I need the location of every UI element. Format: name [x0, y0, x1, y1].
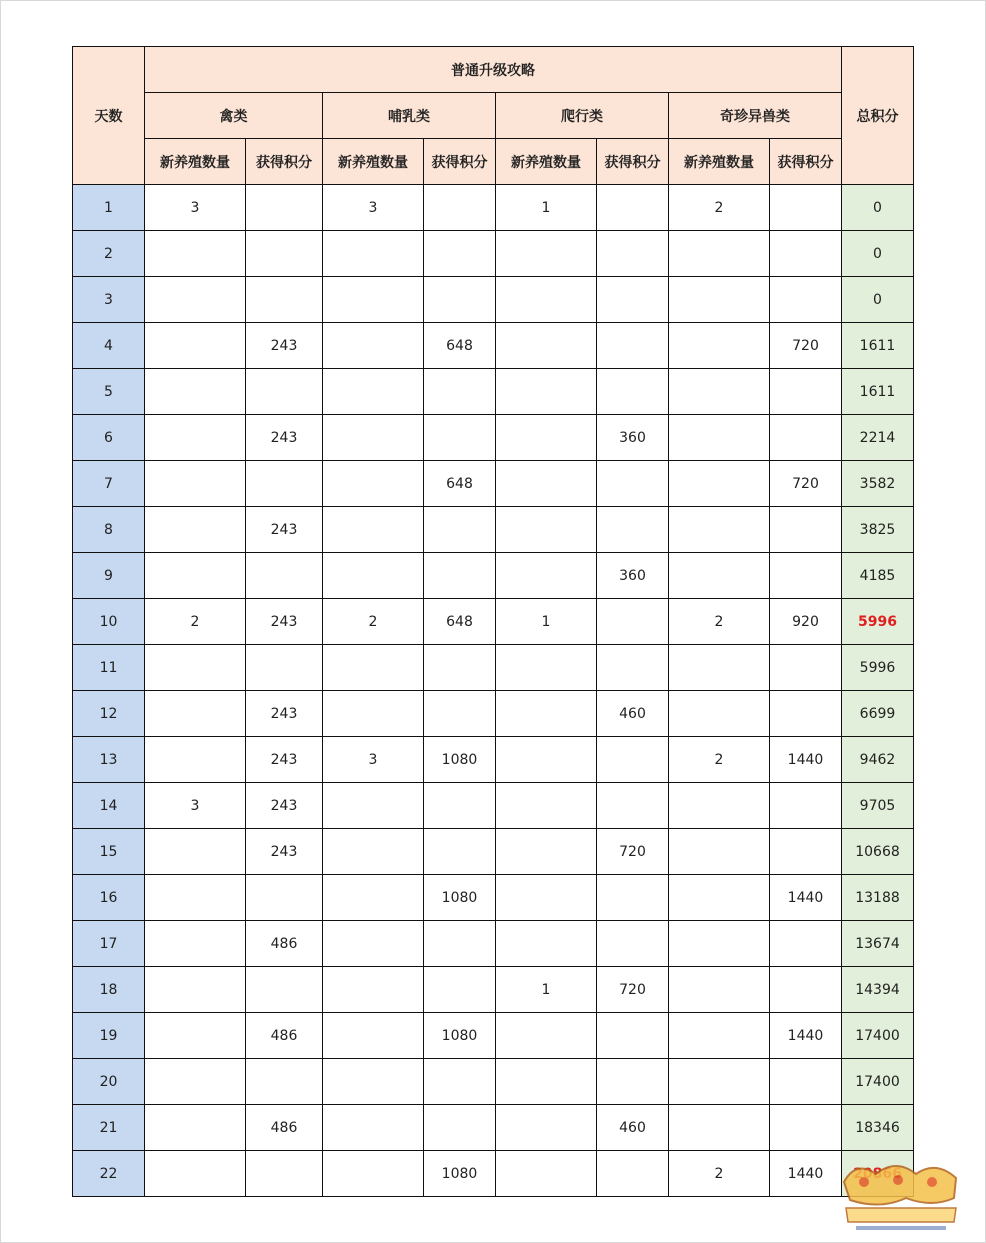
points-cell [770, 1105, 842, 1151]
table-row [73, 185, 914, 231]
total-cell: 17400 [842, 1013, 914, 1059]
new-count-cell [669, 553, 770, 599]
points-cell [597, 231, 669, 277]
new-count-cell [323, 1105, 424, 1151]
points-cell: 486 [246, 1105, 323, 1151]
total-cell: 3582 [842, 461, 914, 507]
day-cell: 8 [73, 507, 145, 553]
new-count-cell [323, 921, 424, 967]
total-cell: 6699 [842, 691, 914, 737]
points-cell [770, 231, 842, 277]
new-count-cell [145, 875, 246, 921]
day-cell: 12 [73, 691, 145, 737]
new-count-cell [145, 277, 246, 323]
sub-header-points: 获得积分 [770, 139, 842, 185]
total-cell: 0 [842, 185, 914, 231]
table-row [73, 645, 914, 691]
new-count-cell [145, 507, 246, 553]
new-count-cell [669, 323, 770, 369]
points-cell: 243 [246, 691, 323, 737]
new-count-cell [145, 461, 246, 507]
new-count-cell [669, 507, 770, 553]
day-cell: 13 [73, 737, 145, 783]
new-count-cell [323, 875, 424, 921]
new-count-cell [323, 691, 424, 737]
new-count-cell [496, 737, 597, 783]
points-cell: 243 [246, 737, 323, 783]
day-cell: 22 [73, 1151, 145, 1197]
new-count-cell [496, 231, 597, 277]
points-cell: 648 [424, 599, 496, 645]
new-count-cell [669, 645, 770, 691]
points-cell [770, 369, 842, 415]
new-count-cell [145, 967, 246, 1013]
new-count-cell [669, 461, 770, 507]
day-cell: 11 [73, 645, 145, 691]
day-cell: 7 [73, 461, 145, 507]
category-exotic: 奇珍异兽类 [669, 93, 842, 139]
points-cell [597, 277, 669, 323]
sub-header-new-count: 新养殖数量 [496, 139, 597, 185]
points-cell [424, 921, 496, 967]
points-cell: 243 [246, 829, 323, 875]
table-row [73, 783, 914, 829]
table-title: 普通升级攻略 [145, 47, 842, 93]
points-cell: 720 [597, 967, 669, 1013]
new-count-cell [496, 1105, 597, 1151]
table-row [73, 553, 914, 599]
table-row [73, 737, 914, 783]
new-count-cell: 3 [323, 185, 424, 231]
points-cell [597, 599, 669, 645]
new-count-cell [323, 1059, 424, 1105]
new-count-cell [323, 645, 424, 691]
points-cell [770, 553, 842, 599]
day-cell: 10 [73, 599, 145, 645]
new-count-cell [669, 1013, 770, 1059]
new-count-cell [496, 369, 597, 415]
points-cell [246, 967, 323, 1013]
day-cell: 16 [73, 875, 145, 921]
points-cell [770, 829, 842, 875]
new-count-cell [496, 277, 597, 323]
points-cell [424, 967, 496, 1013]
points-cell [770, 1059, 842, 1105]
day-cell: 6 [73, 415, 145, 461]
points-cell [424, 369, 496, 415]
new-count-cell [669, 277, 770, 323]
new-count-cell: 2 [669, 599, 770, 645]
sub-header-points: 获得积分 [424, 139, 496, 185]
points-cell [424, 783, 496, 829]
points-cell [770, 783, 842, 829]
points-cell [246, 1059, 323, 1105]
new-count-cell [669, 1105, 770, 1151]
points-cell: 1440 [770, 737, 842, 783]
points-cell [246, 231, 323, 277]
points-cell [597, 323, 669, 369]
points-cell [597, 645, 669, 691]
new-count-cell [496, 829, 597, 875]
new-count-cell [669, 921, 770, 967]
points-cell: 486 [246, 921, 323, 967]
new-count-cell: 1 [496, 967, 597, 1013]
table-row [73, 599, 914, 645]
table-row [73, 829, 914, 875]
table-row [73, 921, 914, 967]
day-cell: 14 [73, 783, 145, 829]
table-row [73, 231, 914, 277]
points-cell [424, 691, 496, 737]
new-count-cell [669, 875, 770, 921]
new-count-cell: 1 [496, 599, 597, 645]
points-cell [246, 185, 323, 231]
new-count-cell [496, 645, 597, 691]
day-cell: 21 [73, 1105, 145, 1151]
total-cell: 18346 [842, 1105, 914, 1151]
points-cell [770, 921, 842, 967]
points-cell: 720 [770, 323, 842, 369]
new-count-cell [669, 691, 770, 737]
points-cell: 1080 [424, 1013, 496, 1059]
new-count-cell [145, 691, 246, 737]
new-count-cell [145, 1059, 246, 1105]
new-count-cell [323, 967, 424, 1013]
points-cell [246, 369, 323, 415]
new-count-cell [669, 829, 770, 875]
points-cell [770, 645, 842, 691]
points-cell: 243 [246, 323, 323, 369]
points-cell: 360 [597, 553, 669, 599]
new-count-cell [323, 461, 424, 507]
new-count-cell [145, 369, 246, 415]
points-cell [770, 507, 842, 553]
upgrade-guide-table [72, 46, 914, 1197]
new-count-cell: 2 [323, 599, 424, 645]
new-count-cell [496, 1151, 597, 1197]
points-cell: 1080 [424, 737, 496, 783]
new-count-cell [145, 323, 246, 369]
points-cell [597, 1151, 669, 1197]
new-count-cell [323, 277, 424, 323]
total-cell: 2214 [842, 415, 914, 461]
points-cell [597, 185, 669, 231]
total-cell: 9462 [842, 737, 914, 783]
new-count-cell [669, 783, 770, 829]
points-cell [597, 369, 669, 415]
new-count-cell [323, 553, 424, 599]
day-cell: 1 [73, 185, 145, 231]
table-row [73, 1105, 914, 1151]
day-cell: 3 [73, 277, 145, 323]
total-cell: 0 [842, 231, 914, 277]
points-cell: 648 [424, 461, 496, 507]
new-count-cell [669, 415, 770, 461]
table-row [73, 691, 914, 737]
total-cell: 1611 [842, 323, 914, 369]
points-cell [246, 875, 323, 921]
points-cell: 243 [246, 507, 323, 553]
day-cell: 20 [73, 1059, 145, 1105]
day-cell: 2 [73, 231, 145, 277]
table-row [73, 1151, 914, 1197]
new-count-cell [496, 1013, 597, 1059]
forum-logo-watermark [836, 1152, 966, 1232]
table-row [73, 369, 914, 415]
new-count-cell: 2 [669, 737, 770, 783]
total-cell: 17400 [842, 1059, 914, 1105]
table-row [73, 461, 914, 507]
new-count-cell [669, 967, 770, 1013]
new-count-cell [496, 783, 597, 829]
points-cell [424, 507, 496, 553]
new-count-cell [496, 415, 597, 461]
new-count-cell [496, 691, 597, 737]
new-count-cell [669, 1059, 770, 1105]
points-cell [597, 921, 669, 967]
new-count-cell [145, 645, 246, 691]
points-cell [424, 185, 496, 231]
new-count-cell [323, 1151, 424, 1197]
points-cell [597, 875, 669, 921]
points-cell: 243 [246, 783, 323, 829]
sub-header-new-count: 新养殖数量 [145, 139, 246, 185]
new-count-cell: 2 [145, 599, 246, 645]
points-cell [770, 185, 842, 231]
total-cell: 10668 [842, 829, 914, 875]
day-cell: 19 [73, 1013, 145, 1059]
points-cell: 243 [246, 415, 323, 461]
points-cell [597, 461, 669, 507]
sub-header-points: 获得积分 [246, 139, 323, 185]
table-row [73, 875, 914, 921]
new-count-cell [145, 1151, 246, 1197]
new-count-cell [669, 231, 770, 277]
table-row [73, 277, 914, 323]
day-header: 天数 [73, 47, 145, 185]
new-count-cell [496, 507, 597, 553]
new-count-cell: 2 [669, 185, 770, 231]
points-cell [424, 231, 496, 277]
points-cell [424, 415, 496, 461]
points-cell: 486 [246, 1013, 323, 1059]
new-count-cell: 1 [496, 185, 597, 231]
new-count-cell: 3 [145, 185, 246, 231]
new-count-cell [496, 553, 597, 599]
new-count-cell [323, 783, 424, 829]
new-count-cell [669, 369, 770, 415]
new-count-cell: 3 [323, 737, 424, 783]
points-cell [246, 277, 323, 323]
points-cell: 360 [597, 415, 669, 461]
points-cell [597, 783, 669, 829]
points-cell [246, 645, 323, 691]
new-count-cell [145, 231, 246, 277]
points-cell: 648 [424, 323, 496, 369]
table-row [73, 1059, 914, 1105]
table-row [73, 507, 914, 553]
sub-header-points: 获得积分 [597, 139, 669, 185]
new-count-cell [323, 231, 424, 277]
day-cell: 17 [73, 921, 145, 967]
new-count-cell [145, 921, 246, 967]
points-cell: 243 [246, 599, 323, 645]
new-count-cell [496, 921, 597, 967]
new-count-cell [145, 737, 246, 783]
total-header: 总积分 [842, 47, 914, 185]
points-cell [246, 461, 323, 507]
points-cell: 720 [597, 829, 669, 875]
day-cell: 5 [73, 369, 145, 415]
new-count-cell [496, 1059, 597, 1105]
new-count-cell [145, 1105, 246, 1151]
day-cell: 4 [73, 323, 145, 369]
points-cell [597, 507, 669, 553]
total-cell: 4185 [842, 553, 914, 599]
new-count-cell: 3 [145, 783, 246, 829]
new-count-cell [496, 875, 597, 921]
points-cell [424, 829, 496, 875]
points-cell [246, 1151, 323, 1197]
new-count-cell: 2 [669, 1151, 770, 1197]
total-cell: 3825 [842, 507, 914, 553]
category-poultry: 禽类 [145, 93, 323, 139]
new-count-cell [323, 415, 424, 461]
table-row [73, 323, 914, 369]
total-cell: 9705 [842, 783, 914, 829]
table-row [73, 415, 914, 461]
new-count-cell [323, 507, 424, 553]
points-cell: 460 [597, 691, 669, 737]
total-cell: 14394 [842, 967, 914, 1013]
new-count-cell [496, 461, 597, 507]
points-cell [597, 737, 669, 783]
new-count-cell [145, 829, 246, 875]
points-cell [424, 553, 496, 599]
day-cell: 15 [73, 829, 145, 875]
points-cell [770, 691, 842, 737]
new-count-cell [496, 323, 597, 369]
new-count-cell [145, 415, 246, 461]
points-cell [770, 415, 842, 461]
points-cell [424, 277, 496, 323]
total-cell: 13188 [842, 875, 914, 921]
points-cell: 720 [770, 461, 842, 507]
new-count-cell [323, 323, 424, 369]
points-cell [770, 277, 842, 323]
category-reptile: 爬行类 [496, 93, 669, 139]
total-cell: 13674 [842, 921, 914, 967]
total-cell: 5996 [842, 645, 914, 691]
points-cell [424, 645, 496, 691]
points-cell: 1440 [770, 875, 842, 921]
total-cell: 5996 [842, 599, 914, 645]
table-body [73, 185, 914, 1197]
sub-header-new-count: 新养殖数量 [323, 139, 424, 185]
table-row [73, 1013, 914, 1059]
sub-header-new-count: 新养殖数量 [669, 139, 770, 185]
points-cell [424, 1059, 496, 1105]
points-cell: 1080 [424, 1151, 496, 1197]
day-cell: 18 [73, 967, 145, 1013]
points-cell [597, 1059, 669, 1105]
table-row [73, 967, 914, 1013]
total-cell: 0 [842, 277, 914, 323]
points-cell [770, 967, 842, 1013]
points-cell [246, 553, 323, 599]
new-count-cell [145, 553, 246, 599]
points-cell: 460 [597, 1105, 669, 1151]
category-mammal: 哺乳类 [323, 93, 496, 139]
points-cell [597, 1013, 669, 1059]
points-cell: 1080 [424, 875, 496, 921]
total-cell: 1611 [842, 369, 914, 415]
points-cell [424, 1105, 496, 1151]
points-cell: 1440 [770, 1151, 842, 1197]
day-cell: 9 [73, 553, 145, 599]
new-count-cell [323, 369, 424, 415]
points-cell: 920 [770, 599, 842, 645]
new-count-cell [323, 1013, 424, 1059]
points-cell: 1440 [770, 1013, 842, 1059]
new-count-cell [145, 1013, 246, 1059]
new-count-cell [323, 829, 424, 875]
